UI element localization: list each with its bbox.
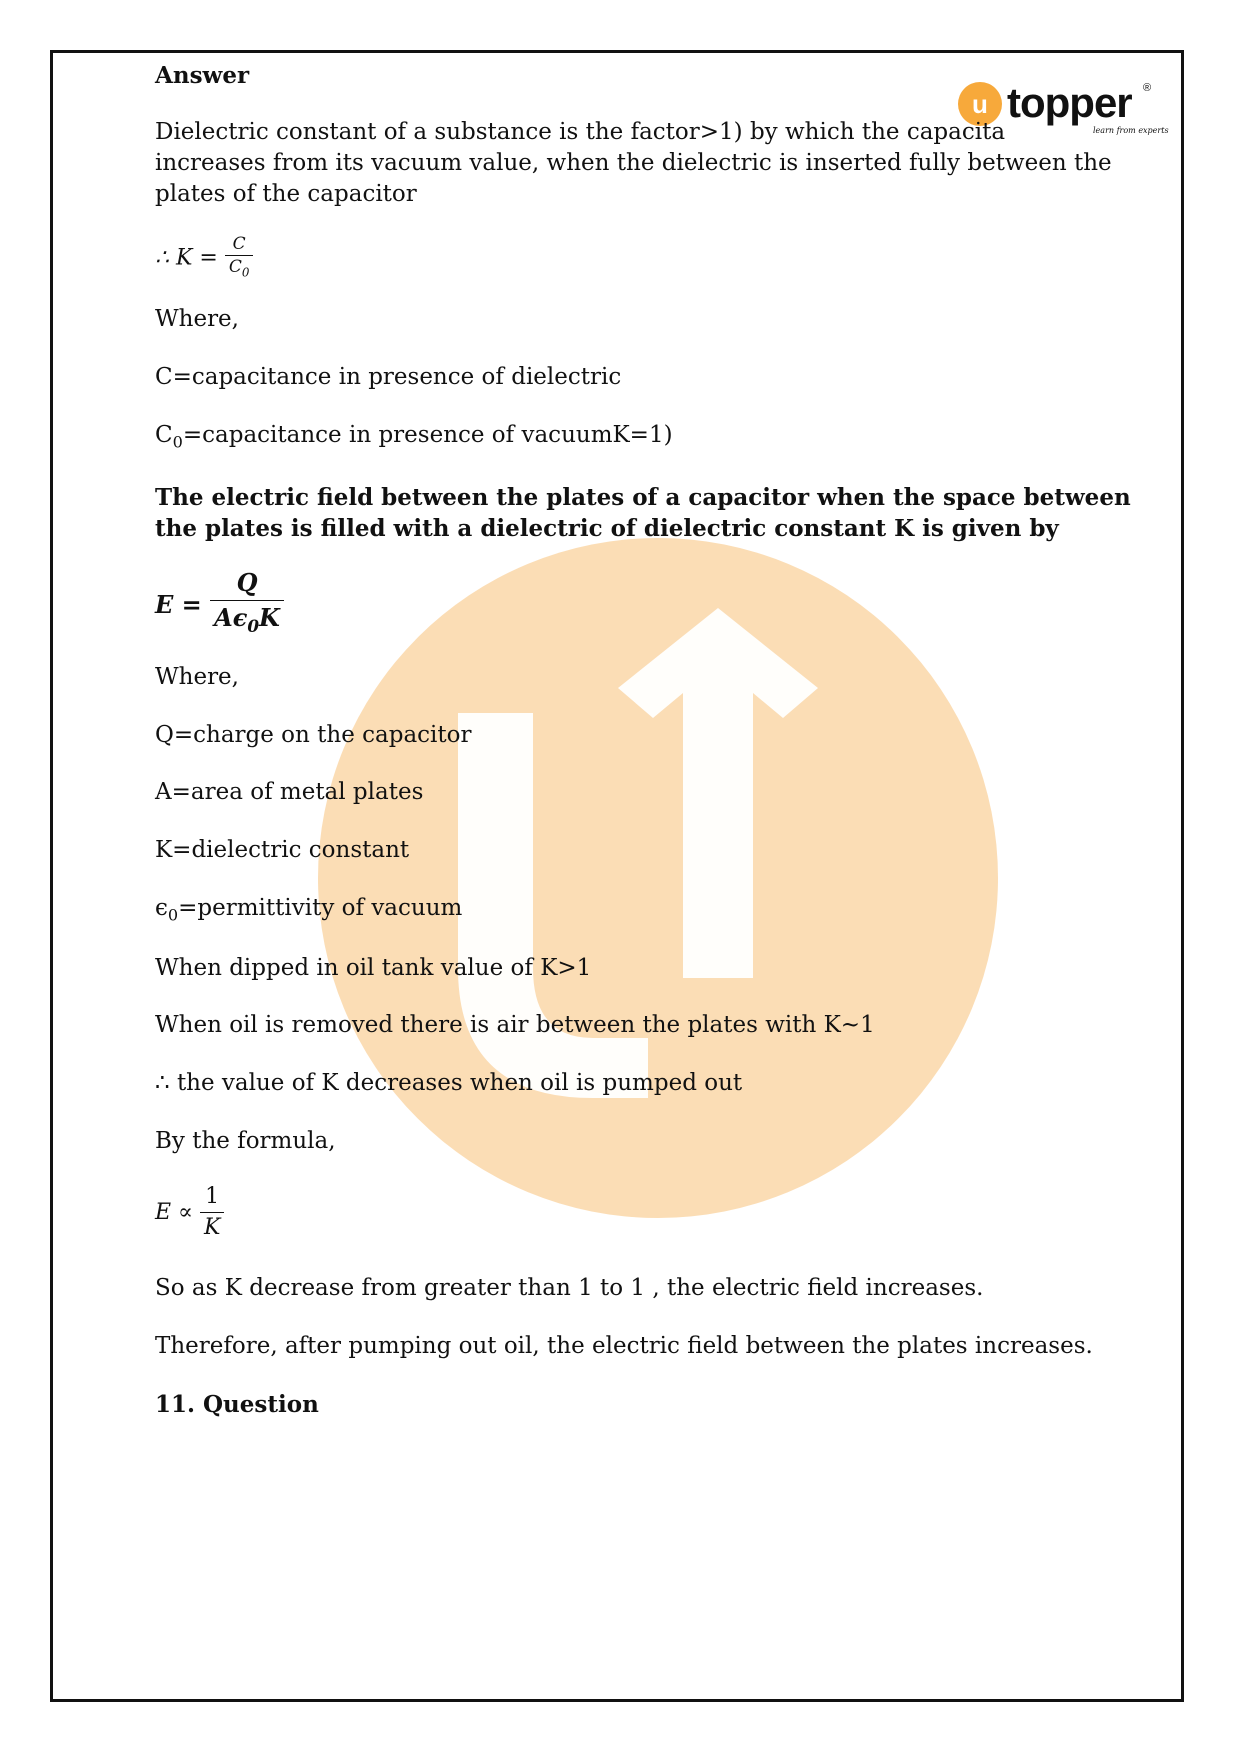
next-question-heading: 11. Question bbox=[155, 1391, 319, 1418]
logo-text: topper bbox=[1007, 79, 1132, 126]
definition-k: K=dielectric constant bbox=[155, 837, 410, 863]
watermark-circle bbox=[318, 538, 998, 1218]
where-label-1: Where, bbox=[155, 306, 239, 332]
equation-proportional-lhs: E ∝ bbox=[155, 1200, 193, 1225]
equation-k-lhs: ∴ K = bbox=[155, 245, 218, 271]
conclusion-line-2: Therefore, after pumping out oil, the electric field between the plates increases. bbox=[155, 1333, 1093, 1359]
definition-c0: $C_0=capacitance$ in presence of vacuumK=1) bbox=[155, 422, 673, 452]
definition-a: A=area of metal plates bbox=[155, 779, 424, 805]
equation-k bbox=[155, 233, 253, 283]
paragraph-line-3: plates of the capacitor bbox=[155, 181, 417, 207]
equation-e-lhs: E = bbox=[155, 589, 202, 619]
equation-proportional-numerator: 1 bbox=[205, 1184, 220, 1209]
equation-e-numerator: Q bbox=[236, 568, 258, 597]
equation-e bbox=[155, 566, 284, 643]
oil-line-3: ∴ the value of K decreases when oil is pumped out bbox=[155, 1070, 743, 1096]
equation-k-denominator: $C_0$ bbox=[225, 255, 254, 283]
logo-tagline: learn from experts bbox=[1093, 126, 1169, 135]
formula-intro: By the formula, bbox=[155, 1128, 336, 1154]
logo-registered: ® bbox=[1143, 82, 1152, 94]
bold-statement-line-2: the plates is filled with a dielectric of dielectric constant K is given by bbox=[155, 515, 1059, 542]
conclusion-line-1: So as K decrease from greater than 1 to 1 , the electric field increases. bbox=[155, 1275, 984, 1301]
definition-c: C=capacitance in presence of dielectric bbox=[155, 364, 622, 390]
where-label-2: Where, bbox=[155, 664, 239, 690]
watermark-logo bbox=[318, 538, 998, 1218]
equation-proportional-denominator: K bbox=[200, 1212, 224, 1243]
definition-q: Q=charge on the capacitor bbox=[155, 722, 472, 748]
paragraph-line-2: increases from its vacuum value, when the dielectric is inserted fully between the bbox=[155, 150, 1112, 176]
svg-text:u: u bbox=[972, 89, 988, 119]
bold-statement-line-1: The electric field between the plates of a capacitor when the space between bbox=[155, 484, 1131, 511]
answer-heading: Answer bbox=[155, 62, 250, 89]
definition-e0: $\epsilon_0=permittivity$ of vacuum bbox=[155, 895, 463, 925]
equation-k-numerator: C bbox=[232, 234, 246, 254]
oil-line-1: When dipped in oil tank value of K>1 bbox=[155, 955, 592, 981]
oil-line-2: When oil is removed there is air between the plates with K~1 bbox=[155, 1012, 875, 1038]
paragraph-line-1: Dielectric constant of a substance is the factor>1) by which the capacita bbox=[155, 119, 1006, 145]
equation-e-denominator: $A\epsilon_0K$ bbox=[210, 600, 284, 643]
equation-proportional bbox=[155, 1182, 224, 1243]
